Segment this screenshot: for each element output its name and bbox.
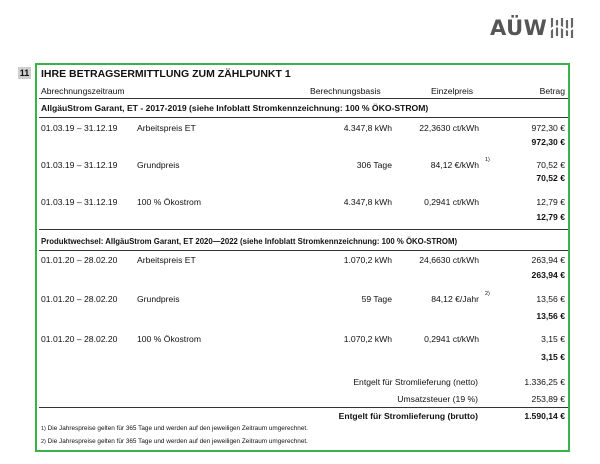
row-basis: 4.347,8 kWh [343,197,392,207]
row-price: 84,12 €/Jahr [431,294,479,304]
row-item: 100 % Ökostrom [137,197,201,207]
row-basis: 306 Tage [356,160,392,170]
group1-divider [39,117,568,118]
col-header-basis: Berechnungsbasis [310,86,381,96]
row-subtotal: 70,52 € [536,173,565,183]
row-amount: 972,30 € [531,123,565,133]
row-period: 01.03.19 – 31.12.19 [41,160,118,170]
row-item: Arbeitspreis ET [137,255,196,265]
row-item: Grundpreis [137,294,180,304]
row-price: 24,6630 ct/kWh [419,255,479,265]
row-item: Arbeitspreis ET [137,123,196,133]
vat-label: Umsatzsteuer (19 %) [397,394,478,404]
row-subtotal: 12,79 € [536,212,565,222]
footnote-text: Die Jahrespreise gelten für 365 Tage und werden auf den jeweiligen Zeitraum umgerechnet. [47,438,308,445]
row-footnote-mark: 2) [485,291,490,297]
row-item: 100 % Ökostrom [137,334,201,344]
col-header-unit-price: Einzelpreis [431,86,474,96]
row-basis: 1.070,2 kWh [343,334,392,344]
row-price: 0,2941 ct/kWh [424,197,479,207]
row-subtotal: 263,94 € [531,270,565,280]
row-period: 01.01.20 – 28.02.20 [41,334,118,344]
header-divider [39,98,568,99]
vat-value: 253,89 € [531,394,565,404]
footnote-mark: 2) [41,439,46,445]
net-total-label: Entgelt für Stromlieferung (netto) [353,377,478,387]
group1-heading: AllgäuStrom Garant, ET - 2017-2019 (siehe Infoblatt Stromkennzeichnung: 100 % ÖKO-STROM) [41,103,429,113]
row-amount: 12,79 € [536,197,565,207]
billing-panel [35,63,570,452]
group2-heading: Produktwechsel: AllgäuStrom Garant, ET 2020—2022 (siehe Infoblatt Stromkennzeichnung: 100 % ÖKO-STROM) [41,237,458,246]
row-item: Grundpreis [137,160,180,170]
row-basis: 4.347,8 kWh [343,123,392,133]
row-footnote-mark: 1) [485,157,490,163]
group2-top-divider [39,229,568,230]
row-subtotal: 972,30 € [531,137,565,147]
company-logo [490,14,576,42]
totals-divider [39,407,568,408]
col-header-period: Abrechnungszeitraum [41,86,125,96]
row-amount: 3,15 € [541,334,565,344]
row-amount: 263,94 € [531,255,565,265]
row-basis: 1.070,2 kWh [343,255,392,265]
section-title: IHRE BETRAGSERMITTLUNG ZUM ZÄHLPUNKT 1 [41,68,291,80]
row-subtotal: 3,15 € [541,352,565,362]
row-period: 01.03.19 – 31.12.19 [41,197,118,207]
row-basis: 59 Tage [361,294,392,304]
gross-total-label: Entgelt für Stromlieferung (brutto) [338,411,478,421]
row-subtotal: 13,56 € [536,311,565,321]
footnote-mark: 1) [41,426,46,432]
group2-divider [39,250,568,251]
row-price: 22,3630 ct/kWh [419,123,479,133]
row-amount: 70,52 € [536,160,565,170]
net-total-value: 1.336,25 € [524,377,565,387]
row-period: 01.03.19 – 31.12.19 [41,123,118,133]
row-period: 01.01.20 – 28.02.20 [41,255,118,265]
row-price: 84,12 €/kWh [430,160,479,170]
row-price: 0,2941 ct/kWh [424,334,479,344]
row-amount: 13,56 € [536,294,565,304]
footnote [41,438,308,445]
row-period: 01.01.20 – 28.02.20 [41,294,118,304]
footnote [41,425,308,432]
auew-wave-logo-icon [550,16,576,40]
logo-text: AÜW [490,16,548,40]
section-number-badge: 11 [19,68,30,78]
col-header-amount: Betrag [539,86,565,96]
gross-total-value: 1.590,14 € [524,411,565,421]
footnote-text: Die Jahrespreise gelten für 365 Tage und werden auf den jeweiligen Zeitraum umgerechnet. [47,425,308,432]
